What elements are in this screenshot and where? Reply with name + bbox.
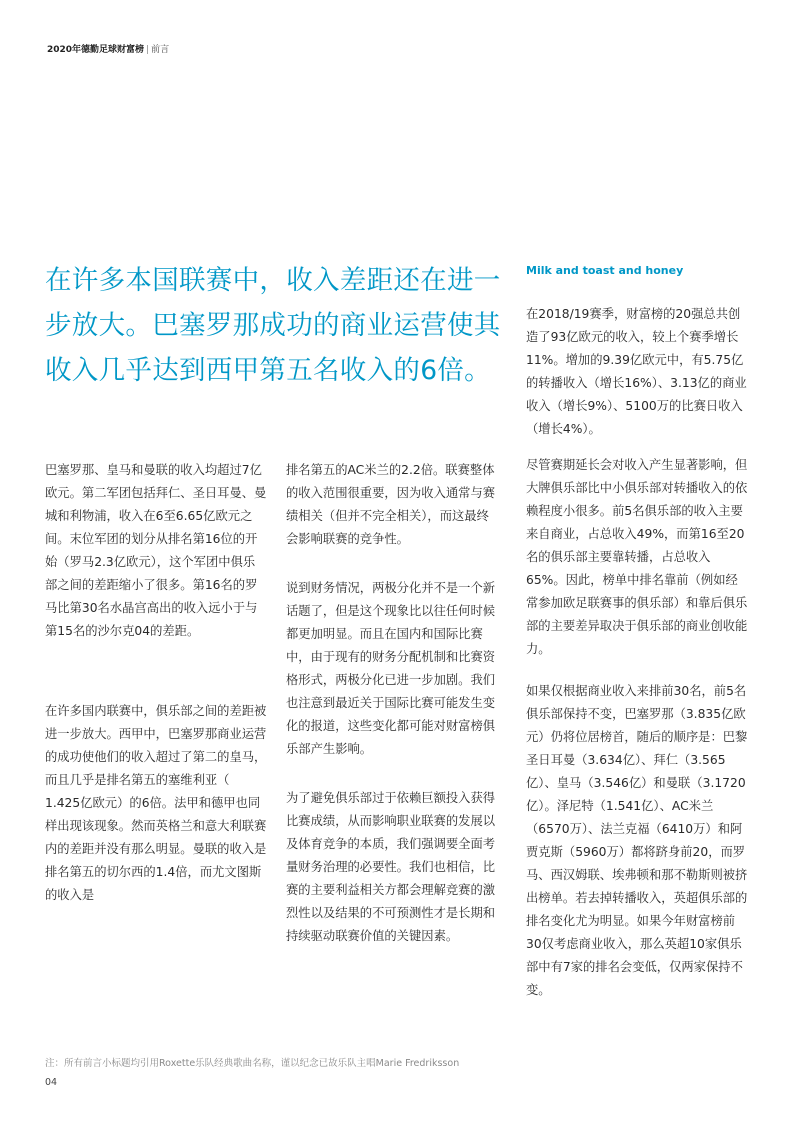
body-paragraph: 如果仅根据商业收入来排前30名，前5名俱乐部保持不变，巴塞罗那（3.835亿欧元）仍将位居榜首，随后的顺序是：巴黎圣日耳曼（3.634亿）、拜仁（3.565亿）、皇马（3.546亿）和曼联（3.1720亿）。泽尼特（1.541亿）、AC米兰（6570万）、法兰克福（6410万）和阿贾克斯（5960万）都将跻身前20，而罗马、西汉姆联、埃弗顿和那不勒斯则被挤出榜单。若去掉转播收入，英超俱乐部的排名变化尤为明显。如果今年财富榜前30仅考虑商业收入，那么英超10家俱乐部中有7家的排名会变低，仅两家保持不变。 — [526, 684, 748, 997]
pull-quote-headline: 在许多本国联赛中，收入差距还在进一步放大。巴塞罗那成功的商业运营使其收入几乎达到西甲第五名收入的6倍。 — [45, 265, 501, 386]
section-name: 前言 — [151, 45, 170, 55]
footnote: 注：所有前言小标题均引用Roxette乐队经典歌曲名称，谨以纪念已故乐队主唱Marie Fredriksson — [45, 1058, 460, 1069]
body-paragraph: 尽管赛期延长会对收入产生显著影响，但大牌俱乐部比中小俱乐部对转播收入的依赖程度小很多。前5名俱乐部的收入主要来自商业，占总收入49%，而第16至20名的俱乐部主要靠转播，占总收入65%。因此，榜单中排名靠前（例如经常参加欧足联赛事的俱乐部）和靠后俱乐部的主要差异取决于俱乐部的商业创收能力。 — [526, 458, 748, 656]
column-2-paragraph-2 — [286, 577, 496, 761]
report-title: 2020年德勤足球财富榜 — [47, 45, 145, 55]
header-separator: | — [146, 45, 150, 55]
column-2-paragraph-1 — [286, 459, 496, 551]
column-3-paragraph-1 — [526, 303, 748, 441]
body-paragraph: 排名第五的AC米兰的2.2倍。联赛整体的收入范围很重要，因为收入通常与赛绩相关（但并不完全相关），而这最终会影响联赛的竞争性。 — [286, 463, 496, 546]
body-paragraph: 在许多国内联赛中，俱乐部之间的差距被进一步放大。西甲中，巴塞罗那商业运营的成功使他们的收入超过了第二的皇马，而且几乎是排名第五的塞维利亚（ 1.425亿欧元）的6倍。法甲和德甲也同样出现该现象。然而英格兰和意大利联赛内的差距并没有那么明显。曼联的收入是排名第五的切尔西的1.4倍，而尤文图斯的收入是 — [45, 704, 267, 902]
column-1-paragraph-2 — [45, 700, 267, 907]
page-number: 04 — [45, 1077, 58, 1088]
body-paragraph: 在2018/19赛季，财富榜的20强总共创造了93亿欧元的收入，较上个赛季增长11%。增加的9.39亿欧元中，有5.75亿的转播收入（增长16%）、3.13亿的商业收入（增长9%）、5100万的比赛日收入（增长4%）。 — [526, 307, 747, 436]
running-header — [47, 42, 169, 55]
column-1-paragraph-1 — [45, 459, 267, 643]
column-3-paragraph-3 — [526, 680, 748, 1002]
column-2-paragraph-3 — [286, 787, 496, 948]
body-paragraph: 说到财务情况，两极分化并不是一个新话题了，但是这个现象比以往任何时候都更加明显。而且在国内和国际比赛中，由于现有的财务分配机制和比赛资格形式，两极分化已进一步加剧。我们也注意到最近关于国际比赛可能发生变化的报道，这些变化都可能对财富榜俱乐部产生影响。 — [286, 581, 496, 756]
section-subtitle: Milk and toast and honey — [526, 264, 684, 277]
body-paragraph: 巴塞罗那、皇马和曼联的收入均超过7亿欧元。第二军团包括拜仁、圣日耳曼、曼城和利物浦，收入在6至6.65亿欧元之间。末位军团的划分从排名第16位的开始（罗马2.3亿欧元），这个军团中俱乐部之间的差距缩小了很多。第16名的罗马比第30名水晶宫高出的收入远小于与第15名的沙尔克04的差距。 — [45, 463, 267, 638]
column-3-paragraph-2 — [526, 454, 748, 661]
body-paragraph: 为了避免俱乐部过于依赖巨额投入获得比赛成绩，从而影响职业联赛的发展以及体育竞争的本质，我们强调要全面考量财务治理的必要性。我们也相信，比赛的主要利益相关方都会理解竞赛的激烈性以及结果的不可预测性才是长期和持续驱动联赛价值的关键因素。 — [286, 791, 496, 943]
